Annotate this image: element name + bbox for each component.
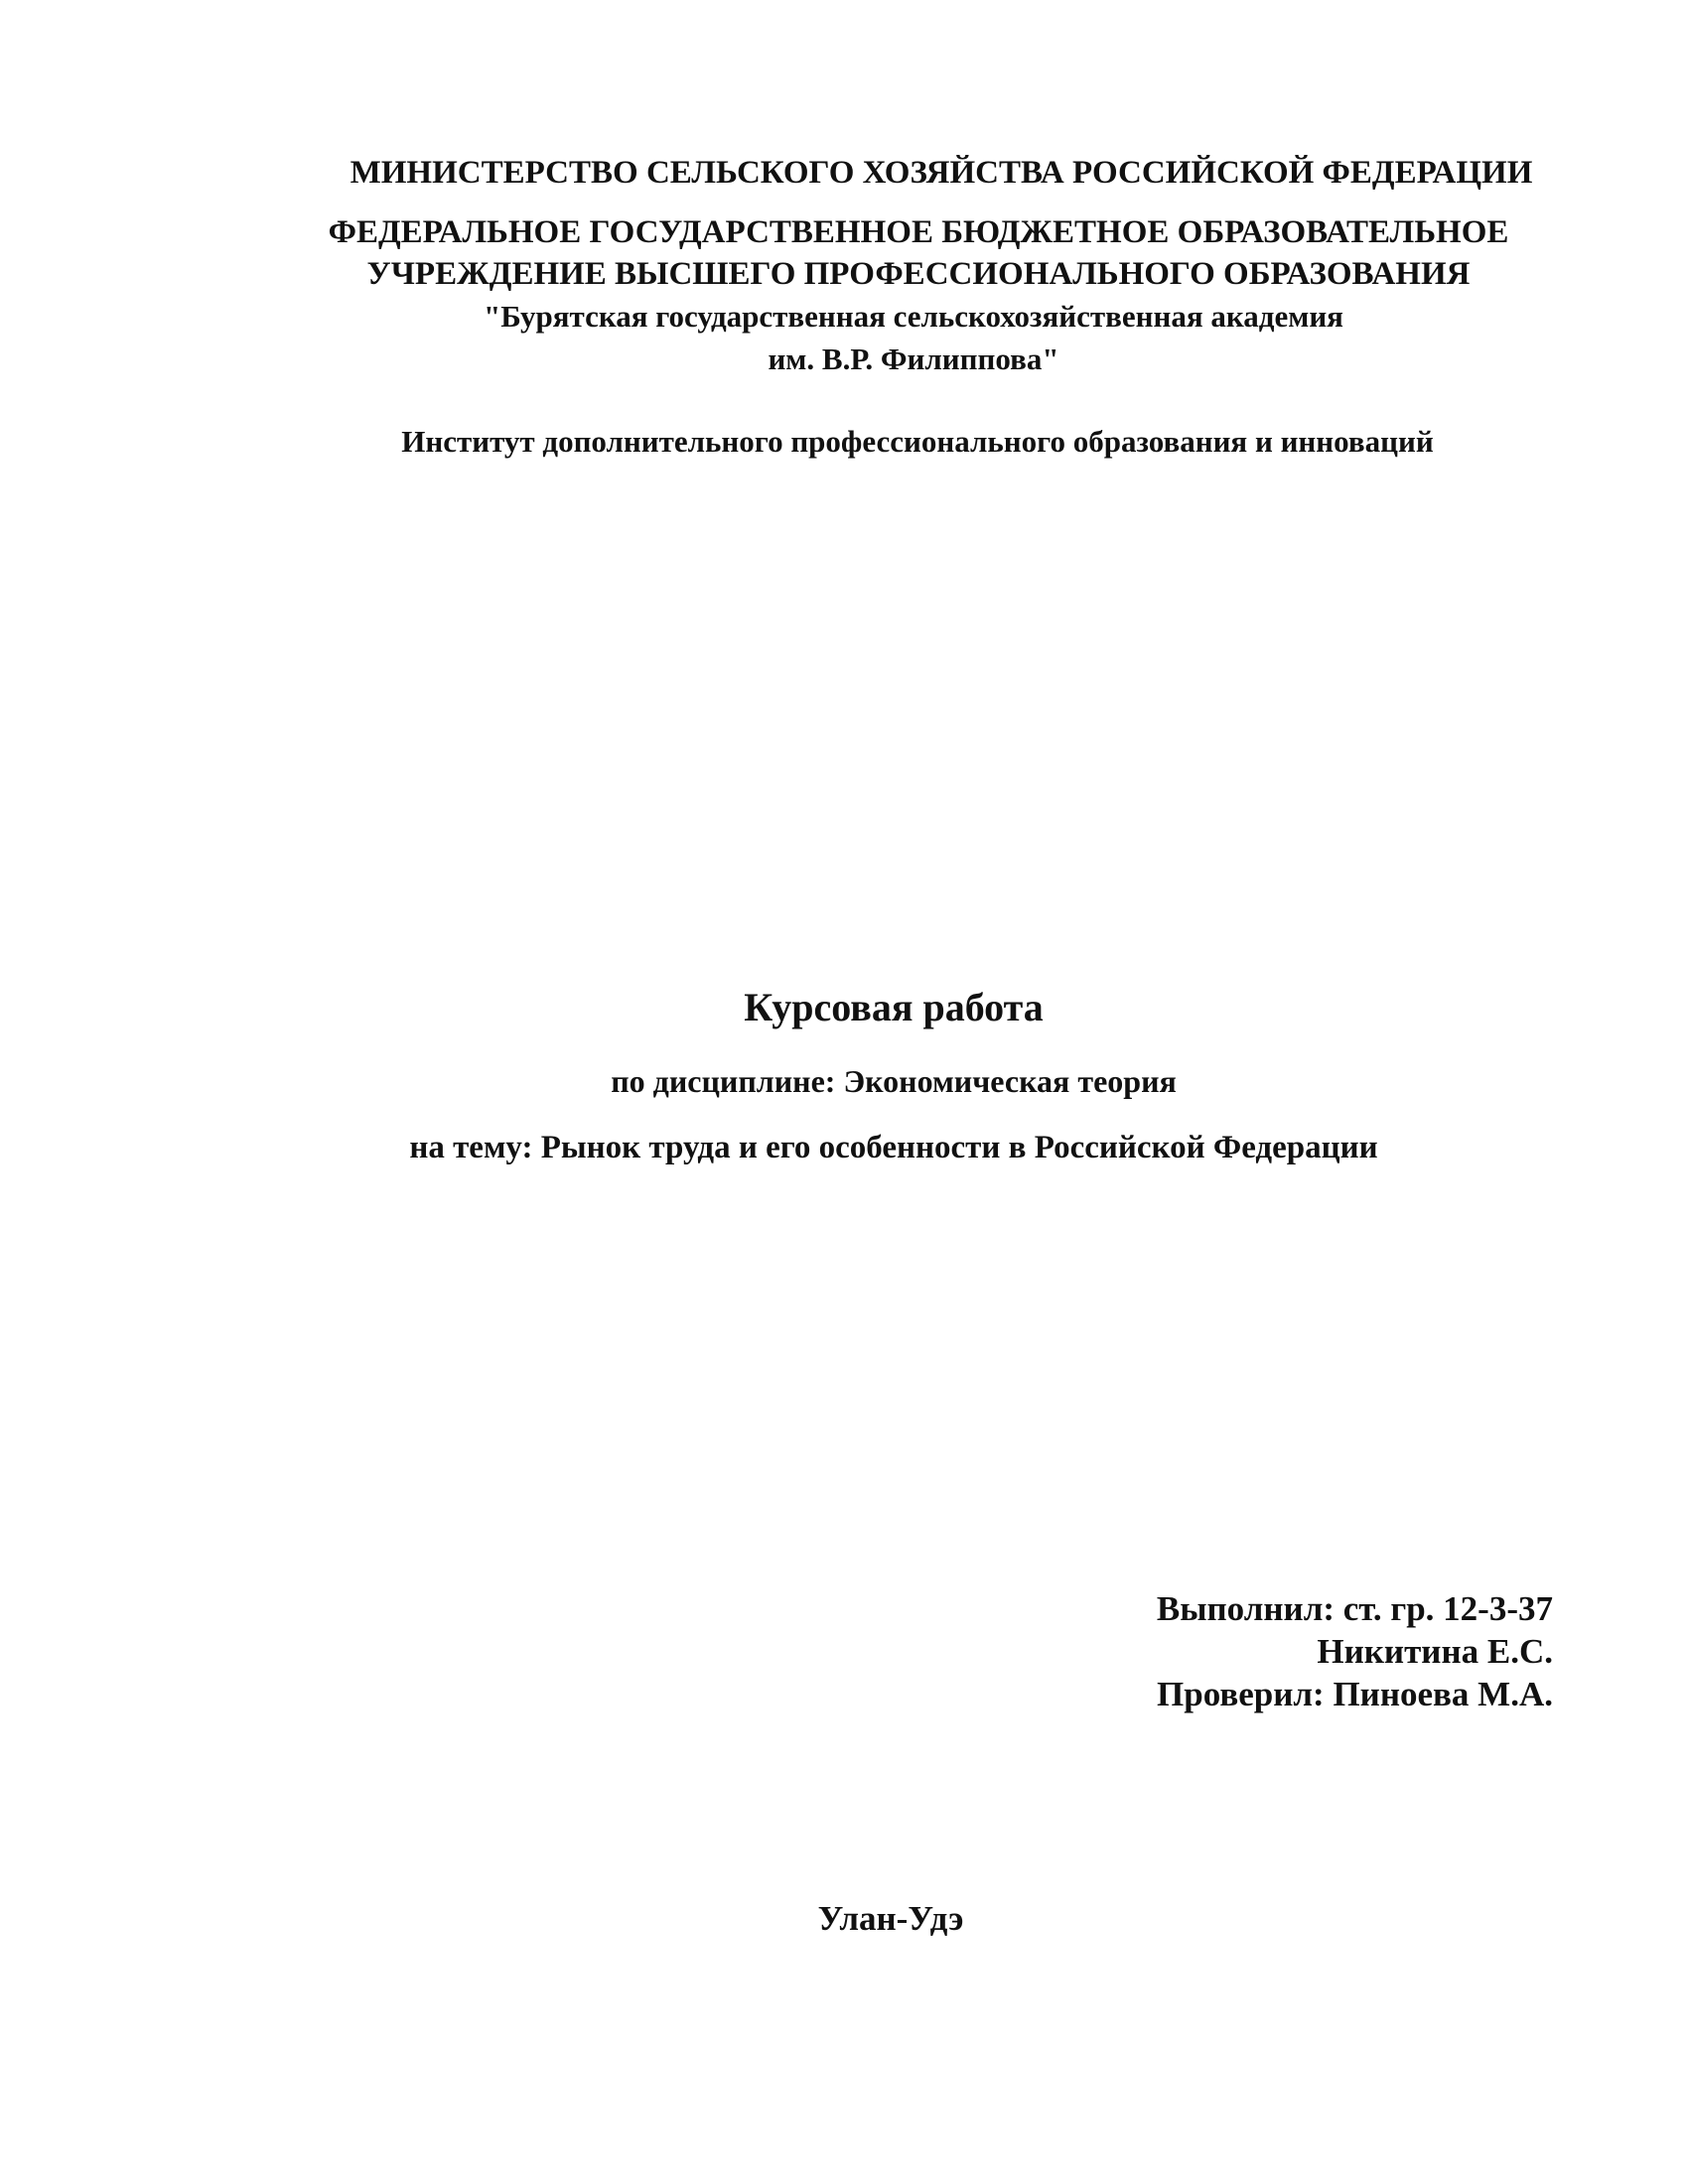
performed-by-line: Выполнил: ст. гр. 12-3-37 — [1156, 1589, 1553, 1628]
document-type-title: Курсовая работа — [744, 985, 1044, 1029]
discipline-line: по дисциплине: Экономическая теория — [611, 1063, 1177, 1099]
checked-by-line: Проверил: Пиноева М.А. — [1157, 1675, 1553, 1713]
student-name: Никитина Е.С. — [1317, 1632, 1553, 1671]
institute-name: Институт дополнительного профессионального образования и инноваций — [401, 424, 1434, 459]
institution-line-1: ФЕДЕРАЛЬНОЕ ГОСУДАРСТВЕННОЕ БЮДЖЕТНОЕ ОБРАЗОВАТЕЛЬНОЕ — [328, 214, 1509, 250]
ministry-heading: МИНИСТЕРСТВО СЕЛЬСКОГО ХОЗЯЙСТВА РОССИЙСКОЙ ФЕДЕРАЦИИ — [350, 155, 1533, 191]
institution-line-2: УЧРЕЖДЕНИЕ ВЫСШЕГО ПРОФЕССИОНАЛЬНОГО ОБРАЗОВАНИЯ — [366, 256, 1471, 292]
academy-name-line-2: им. В.Р. Филиппова" — [768, 341, 1059, 376]
topic-line: на тему: Рынок труда и его особенности в Российской Федерации — [409, 1130, 1378, 1165]
city-name: Улан-Удэ — [817, 1899, 964, 1938]
academy-name-line-1: "Бурятская государственная сельскохозяйственная академия — [484, 299, 1343, 334]
